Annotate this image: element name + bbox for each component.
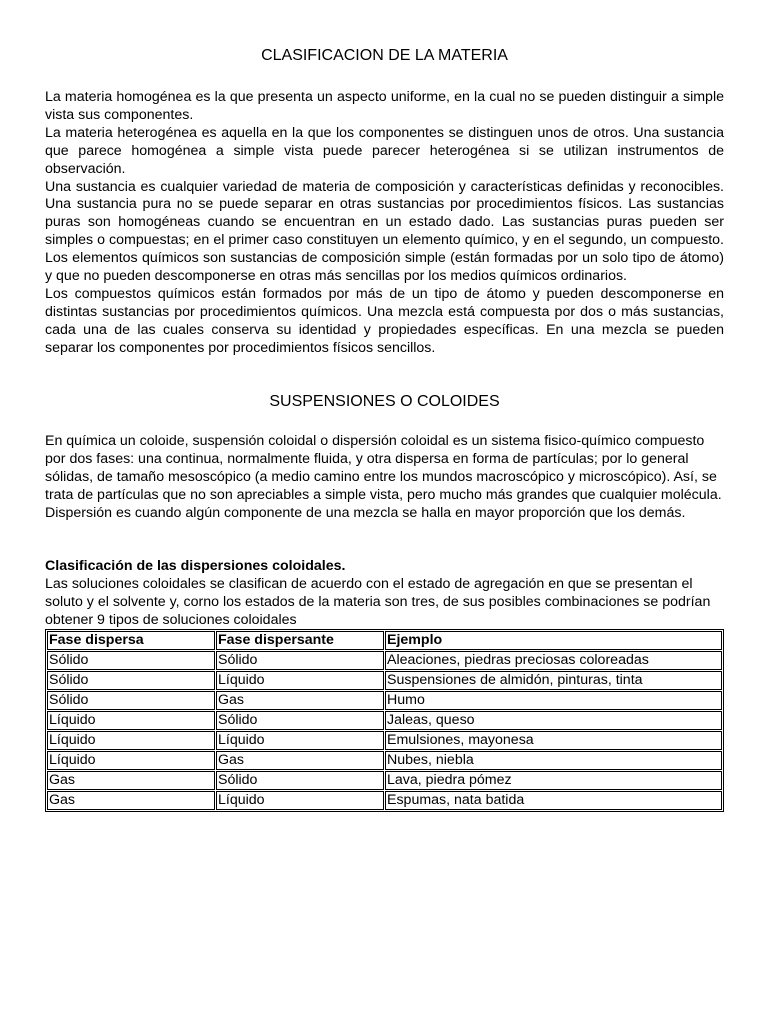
cell-fase-dispersante: Líquido bbox=[216, 731, 384, 750]
cell-fase-dispersante: Líquido bbox=[216, 671, 384, 690]
table-row bbox=[47, 651, 722, 670]
cell-fase-dispersante: Sólido bbox=[216, 711, 384, 730]
coloides-section bbox=[45, 433, 724, 523]
cell-fase-dispersa: Líquido bbox=[47, 711, 215, 730]
cell-fase-dispersante: Sólido bbox=[216, 771, 384, 790]
cell-ejemplo: Suspensiones de almidón, pinturas, tinta bbox=[385, 671, 722, 690]
paragraph-compuestos: Los compuestos químicos están formados por más de un tipo de átomo y pueden descomponerse en distintas sustancias por procedimientos químicos. Una mezcla está compuesta por dos o más sustancias, cada una de las cuales conserva su identidad y propiedades específicas. En una mezcla se pueden separar los componentes por procedimientos físicos sencillos. bbox=[45, 285, 724, 356]
table-row bbox=[47, 671, 722, 690]
cell-ejemplo: Lava, piedra pómez bbox=[385, 771, 722, 790]
header-fase-dispersa: Fase dispersa bbox=[47, 631, 215, 650]
cell-ejemplo: Jaleas, queso bbox=[385, 711, 722, 730]
cell-ejemplo: Espumas, nata batida bbox=[385, 791, 722, 810]
table-header-row bbox=[47, 631, 722, 650]
paragraph-sustancia: Una sustancia es cualquier variedad de materia de composición y características definidas y reconocibles. Una sustancia pura no se puede separar en otras sustancias por procedimientos físicos. Las sustancias puras son homogéneas cuando se encuentran en un estado dado. Las sustancias puras pueden ser simples o compuestas; en el primer caso constituyen un elemento químico, y en el segundo, un compuesto. Los elementos químicos son sustancias de composición simple (están formadas por un solo tipo de átomo) y que no pueden descomponerse en otras más sencillas por los medios químicos ordinarios. bbox=[45, 178, 724, 285]
paragraph-coloide: En química un coloide, suspensión coloidal o dispersión coloidal es un sistema fisico-químico compuesto por dos fases: una continua, normalmente fluida, y otra dispersa en forma de partículas; por lo general sólidas, de tamaño mesoscópico (a medio camino entre los mundos macroscópico y microscópico). Así, se trata de partículas que no son apreciables a simple vista, pero mucho más grandes que cualquier molécula. Dispersión es cuando algún componente de una mezcla se halla en mayor proporción que los demás. bbox=[45, 433, 722, 521]
dispersions-table bbox=[45, 629, 724, 812]
table-row bbox=[47, 771, 722, 790]
table-row bbox=[47, 791, 722, 810]
cell-ejemplo: Humo bbox=[385, 691, 722, 710]
cell-fase-dispersa: Sólido bbox=[47, 691, 215, 710]
intro-section bbox=[45, 89, 724, 358]
document-title: CLASIFICACION DE LA MATERIA bbox=[261, 47, 508, 64]
classification-section bbox=[45, 558, 724, 630]
cell-ejemplo: Nubes, niebla bbox=[385, 751, 722, 770]
cell-fase-dispersa: Líquido bbox=[47, 751, 215, 770]
cell-fase-dispersante: Líquido bbox=[216, 791, 384, 810]
cell-fase-dispersa: Sólido bbox=[47, 651, 215, 670]
cell-fase-dispersante: Gas bbox=[216, 691, 384, 710]
cell-fase-dispersante: Gas bbox=[216, 751, 384, 770]
table-row bbox=[47, 711, 722, 730]
header-ejemplo: Ejemplo bbox=[385, 631, 722, 650]
cell-fase-dispersa: Gas bbox=[47, 791, 215, 810]
cell-ejemplo: Aleaciones, piedras preciosas coloreadas bbox=[385, 651, 722, 670]
paragraph-heterogenea: La materia heterogénea es aquella en la que los componentes se distinguen unos de otros. Una sustancia que parece homogénea a simple vista puede parecer heterogénea si se utilizan instrumentos de observación. bbox=[45, 124, 724, 177]
cell-fase-dispersa: Sólido bbox=[47, 671, 215, 690]
cell-fase-dispersa: Líquido bbox=[47, 731, 215, 750]
classification-text: Las soluciones coloidales se clasifican de acuerdo con el estado de agregación en que se presentan el soluto y el solvente y, corno los estados de la materia son tres, de sus posibles combinaciones se podrían obtener 9 tipos de soluciones coloidales bbox=[45, 575, 711, 628]
classification-heading: Clasificación de las dispersiones coloidales. bbox=[45, 558, 346, 574]
table-row bbox=[47, 751, 722, 770]
cell-fase-dispersante: Sólido bbox=[216, 651, 384, 670]
section-title-coloides: SUSPENSIONES O COLOIDES bbox=[269, 393, 500, 410]
table-row bbox=[47, 691, 722, 710]
table-row bbox=[47, 731, 722, 750]
cell-fase-dispersa: Gas bbox=[47, 771, 215, 790]
cell-ejemplo: Emulsiones, mayonesa bbox=[385, 731, 722, 750]
header-fase-dispersante: Fase dispersante bbox=[216, 631, 384, 650]
paragraph-homogenea: La materia homogénea es la que presenta un aspecto uniforme, en la cual no se pueden distinguir a simple vista sus componentes. bbox=[45, 89, 724, 123]
